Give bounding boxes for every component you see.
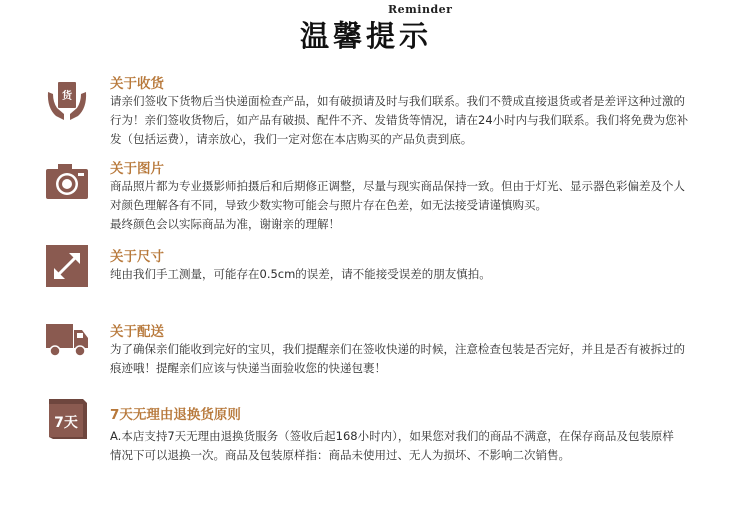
- section-title: 关于尺寸: [110, 249, 164, 265]
- body-line: 请亲们签收下货物后当快递面检查产品，如有破损请及时与我们联系。我们不赞成直接退货或者是差评这种过激的: [110, 94, 685, 108]
- section-body: [110, 265, 735, 284]
- body-line: 商品照片都为专业摄影师拍摄后和后期修正调整，尽量与现实商品保持一致。但由于灯光、显示器色彩偏差及个人: [110, 179, 685, 193]
- body-line: 纯由我们手工测量，可能存在0.5cm的误差，请不能接受误差的朋友慎拍。: [110, 267, 491, 281]
- section-title: 关于图片: [110, 161, 164, 177]
- body-line: 发（包括运费），请亲放心，我们一定对您在本店购买的产品负责到底。: [110, 132, 473, 146]
- reminder-header: [0, 0, 750, 60]
- body-line: 为了确保亲们能收到完好的宝贝，我们提醒亲们在签收快递的时候，注意检查包装是否完好，并且是否有被拆过的: [110, 342, 685, 356]
- section-title: 关于收货: [110, 76, 164, 92]
- body-line: 对颜色理解各有不同，导致少数实物可能会与照片存在色差，如无法接受请谨慎购买。: [110, 198, 547, 212]
- page-title: 温馨提示: [300, 19, 433, 53]
- calendar-7-days-icon: [44, 397, 90, 443]
- receipt-hands-icon: [44, 78, 90, 124]
- header-subtitle: Reminder: [388, 3, 453, 16]
- camera-icon: [44, 159, 90, 205]
- body-line: 痕迹哦！提醒亲们应该与快递当面验收您的快递包裹！: [110, 361, 386, 375]
- body-line: A.本店支持7天无理由退换货服务（签收后起168小时内），如果您对我们的商品不满意，在保存商品及包装原样: [110, 429, 674, 443]
- section-body: [110, 92, 735, 149]
- body-line: 情况下可以退换一次。商品及包装原样指：商品未使用过、无人为损坏、不影响二次销售。: [110, 448, 570, 462]
- section-body: [110, 177, 735, 234]
- section-body: [110, 340, 735, 378]
- truck-icon: [44, 318, 90, 364]
- section-title: 关于配送: [110, 324, 164, 340]
- calendar-label: 7天: [54, 415, 78, 431]
- body-line: 最终颜色会以实际商品为准，谢谢亲的理解！: [110, 217, 340, 231]
- svg-text:货: 货: [62, 91, 72, 102]
- section-title: 7天无理由退换货原则: [110, 407, 241, 423]
- resize-arrow-icon: [44, 243, 90, 289]
- section-body: [110, 427, 735, 465]
- body-line: 行为！亲们签收货物后，如产品有破损、配件不齐、发错货等情况，请在24小时内与我们联系。我们将免费为您补: [110, 113, 689, 127]
